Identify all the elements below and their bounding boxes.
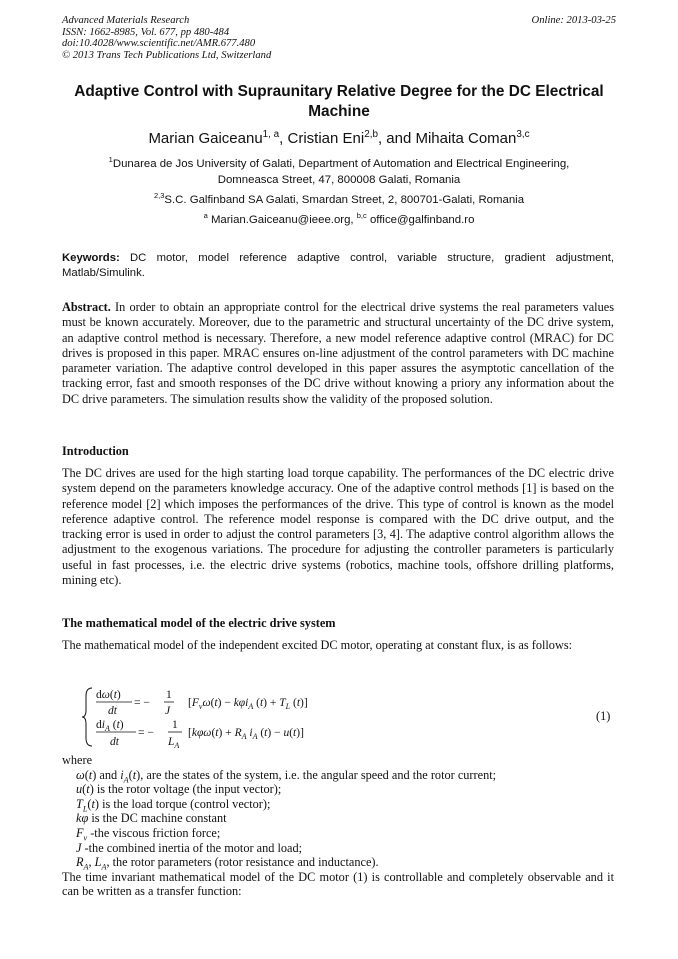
online-date: Online: 2013-03-25 <box>531 15 616 26</box>
svg-text:dω(t): dω(t) <box>96 689 121 701</box>
affiliation-1 <box>50 156 628 188</box>
keywords-text: DC motor, model reference adaptive control, variable structure, gradient adjustment, Matlab/Simulink. <box>62 252 615 279</box>
introduction-text: The DC drives are used for the high starting load torque capability. The performances of the DC electric drive system depend on the parameters knowledge accuracy. One of the adaptive control methods [1] is based on the reference model [2] which imposes the performances of the drive. This type of control is known as the model reference adaptive control. The reference model response is compared with the DC drive output, and the tracking error is used in order to adjust the control parameters [3, 4]. The adaptive control algorithm allows the adjustment to the exogenous variations. The procedure for adjusting the controller parameters is particularly useful in fast processes, i.e. the electric drive systems (robotics, machine tools, offshore drilling platforms, mining etc). <box>62 466 614 588</box>
svg-text:= −: = − <box>134 697 150 709</box>
svg-text:= −: = − <box>138 727 154 739</box>
variable-definitions <box>62 753 614 899</box>
journal-issn: ISSN: 1662-8985, Vol. 677, pp 480-484 <box>62 26 230 38</box>
svg-text:diA (t): $di_A$ (t) <box>96 719 124 733</box>
author-1: Marian Gaiceanu <box>148 130 263 147</box>
affiliation-2-line: S.C. Galfinband SA Galati, Smardan Street, 2, 800701-Galati, Romania <box>164 194 525 206</box>
keywords <box>62 251 614 281</box>
svg-text:[kφω(t) + RA iA (t) − u(t)]: [$k\varphi\omega(t) + R_A$ $i_A$ (t) − u(t)] <box>188 727 304 741</box>
model-heading: The mathematical model of the electric drive system <box>62 616 336 630</box>
equation-1 <box>82 684 542 750</box>
affiliation-2 <box>50 192 628 208</box>
svg-text:1: 1 <box>166 689 172 701</box>
author-2-sup: 2,b <box>364 129 378 140</box>
paper-title <box>50 82 628 122</box>
journal-doi: doi:10.4028/www.scientific.net/AMR.677.480 <box>62 38 256 50</box>
definition-item: $R_A$, $L_A$, the rotor parameters (rotor resistance and inductance). <box>76 855 379 872</box>
abstract <box>62 300 614 407</box>
definition-item: $T_L(t)$ is the load torque (control vector); <box>76 796 271 814</box>
author-2: Cristian Eni <box>287 130 365 147</box>
email-sup-bc: b,c <box>356 211 367 221</box>
definition-item: ω(t) and $i_A(t)$, are the states of the system, i.e. the angular speed and the rotor current; <box>76 767 497 785</box>
affiliation-1-line-1: Dunarea de Jos University of Galati, Department of Automation and Electrical Engineering, <box>112 158 570 170</box>
svg-text:dt: dt <box>108 705 117 717</box>
definition-item: J -the combined inertia of the motor and load; <box>76 840 303 855</box>
journal-name: Advanced Materials Research <box>62 15 190 26</box>
affiliation-1-line-2: Domneasca Street, 47, 800008 Galati, Romania <box>217 174 461 186</box>
abstract-text: In order to obtain an appropriate control for the electrical drive systems the real parameters values must be known accurately. Moreover, due to the parametric and structural uncertainty of the DC drive system, an adaptive control method is necessary. Therefore, a new model reference adaptive control (MRAC) for DC drives is proposed in this paper. MRAC ensures on-line adjustment of the control parameters with DC machine parameter variation. The adaptive control developed in this paper assures the asymptotic cancellation of the tracking error, fast and smooth responses of the DC drive without knowing a priory any information about the DC drive parameters. The simulation results show the validity of the proposed solution. <box>62 300 614 406</box>
author-separator: , <box>279 130 288 147</box>
closing-paragraph: The time invariant mathematical model of the DC motor (1) is controllable and completely observable and it can be written as a transfer function: <box>62 869 614 899</box>
author-list <box>50 130 628 147</box>
model-intro: The mathematical model of the independent excited DC motor, operating at constant flux, is as follows: <box>62 638 573 652</box>
email-sup-a: a <box>203 211 208 221</box>
email-bc[interactable]: office@galfinband.ro <box>369 214 475 226</box>
journal-header <box>62 15 616 61</box>
introduction-heading: Introduction <box>62 444 129 458</box>
svg-text:dt: dt <box>110 736 119 748</box>
affiliation-1-sup: 1 <box>108 155 113 165</box>
title-line-1: Adaptive Control with Supraunitary Relative Degree for the DC Electrical <box>74 83 604 100</box>
email-line <box>50 212 628 228</box>
svg-text:LA: $L_A$ <box>168 736 180 750</box>
email-a[interactable]: Marian.Gaiceanu@ieee.org, <box>210 214 354 226</box>
journal-copyright: © 2013 Trans Tech Publications Ltd, Switzerland <box>62 49 272 61</box>
title-line-2: Machine <box>308 103 370 120</box>
definition-item: kφ is the DC machine constant <box>76 811 227 826</box>
affiliation-2-sup: 2,3 <box>153 191 165 201</box>
abstract-label: Abstract. <box>62 300 111 314</box>
keywords-label: Keywords: <box>62 252 120 264</box>
definition-item: $F_v$ -the viscous friction force; <box>76 825 221 843</box>
svg-text:1: 1 <box>172 719 178 731</box>
author-3-sup: 3,c <box>516 129 530 140</box>
where-label: where <box>62 753 93 767</box>
svg-text:[Fvω(t) − kφiA (t) + TL (t)]: [$F_v\omega(t) - k\varphi i_A$ $(t) + T_L$ (t)] <box>188 697 308 711</box>
author-3: Mihaita Coman <box>415 130 517 147</box>
author-separator: , and <box>377 130 416 147</box>
definition-item: u(t) is the rotor voltage (the input vector); <box>76 782 282 797</box>
equation-number: (1) <box>596 709 611 723</box>
author-1-sup: 1, a <box>262 129 280 140</box>
svg-text:J: J <box>165 705 171 717</box>
